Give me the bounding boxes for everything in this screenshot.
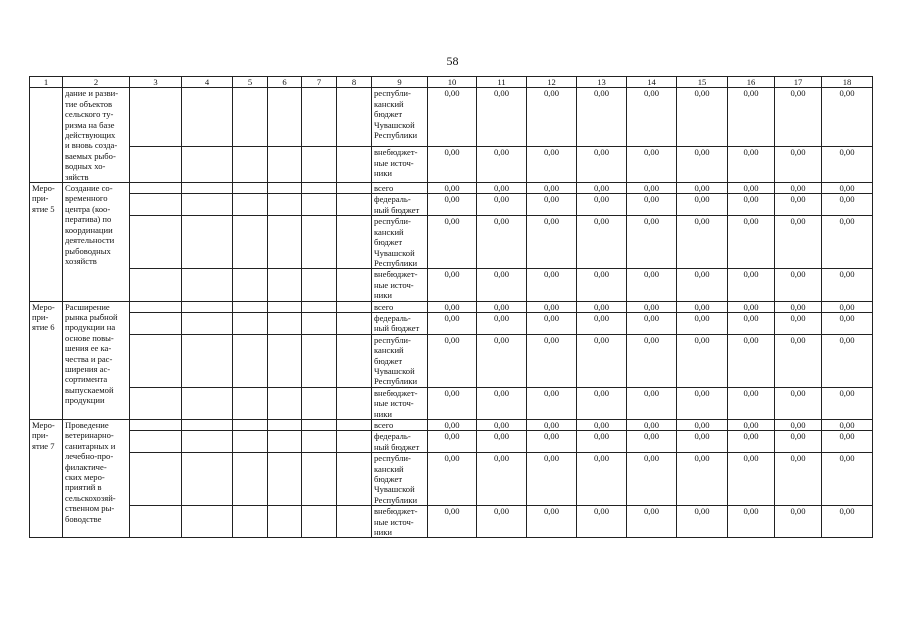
empty-cell xyxy=(182,269,233,301)
funding-source-cell: республи- канский бюджет Чувашской Республики xyxy=(372,216,428,269)
empty-cell xyxy=(233,88,268,147)
funding-source-cell: внебюджет- ные источ- ники xyxy=(372,387,428,419)
value-cell: 0,00 xyxy=(677,506,728,538)
empty-cell xyxy=(302,194,337,216)
value-cell: 0,00 xyxy=(627,506,677,538)
table-row xyxy=(30,183,873,194)
value-cell: 0,00 xyxy=(627,194,677,216)
measure-code-cell: Меро- при- ятие 7 xyxy=(30,420,63,538)
value-cell: 0,00 xyxy=(728,147,775,183)
funding-source-cell: федераль- ный бюджет xyxy=(372,312,428,334)
value-cell: 0,00 xyxy=(477,431,527,453)
empty-cell xyxy=(233,506,268,538)
empty-cell xyxy=(268,269,302,301)
empty-cell xyxy=(337,301,372,312)
header-cell: 6 xyxy=(268,77,302,88)
table-row xyxy=(30,269,873,301)
empty-cell xyxy=(337,147,372,183)
empty-cell xyxy=(302,506,337,538)
empty-cell xyxy=(130,88,182,147)
header-cell: 10 xyxy=(428,77,477,88)
value-cell: 0,00 xyxy=(775,387,822,419)
table-row xyxy=(30,387,873,419)
empty-cell xyxy=(130,453,182,506)
empty-cell xyxy=(337,312,372,334)
value-cell: 0,00 xyxy=(577,88,627,147)
value-cell: 0,00 xyxy=(822,387,873,419)
empty-cell xyxy=(268,183,302,194)
value-cell: 0,00 xyxy=(527,216,577,269)
value-cell: 0,00 xyxy=(477,387,527,419)
table-row xyxy=(30,301,873,312)
empty-cell xyxy=(268,420,302,431)
value-cell: 0,00 xyxy=(822,506,873,538)
empty-cell xyxy=(233,387,268,419)
value-cell: 0,00 xyxy=(428,334,477,387)
header-cell: 13 xyxy=(577,77,627,88)
empty-cell xyxy=(130,194,182,216)
empty-cell xyxy=(233,431,268,453)
value-cell: 0,00 xyxy=(677,269,728,301)
budget-table xyxy=(29,76,873,538)
empty-cell xyxy=(233,301,268,312)
empty-cell xyxy=(233,194,268,216)
value-cell: 0,00 xyxy=(822,183,873,194)
funding-source-cell: республи- канский бюджет Чувашской Республики xyxy=(372,334,428,387)
empty-cell xyxy=(268,216,302,269)
table-row xyxy=(30,147,873,183)
header-cell: 16 xyxy=(728,77,775,88)
value-cell: 0,00 xyxy=(627,312,677,334)
header-cell: 15 xyxy=(677,77,728,88)
value-cell: 0,00 xyxy=(527,334,577,387)
empty-cell xyxy=(302,269,337,301)
value-cell: 0,00 xyxy=(677,88,728,147)
funding-source-cell: внебюджет- ные источ- ники xyxy=(372,506,428,538)
value-cell: 0,00 xyxy=(428,216,477,269)
value-cell: 0,00 xyxy=(775,506,822,538)
table-row xyxy=(30,334,873,387)
value-cell: 0,00 xyxy=(627,183,677,194)
value-cell: 0,00 xyxy=(677,147,728,183)
value-cell: 0,00 xyxy=(677,312,728,334)
header-cell: 8 xyxy=(337,77,372,88)
empty-cell xyxy=(302,334,337,387)
empty-cell xyxy=(130,216,182,269)
funding-source-cell: внебюджет- ные источ- ники xyxy=(372,269,428,301)
value-cell: 0,00 xyxy=(677,334,728,387)
page-number: 58 xyxy=(446,54,459,68)
measure-name-cell: Расширение рынка рыбной продукции на основе повы- шения ее ка- чества и рас- ширения ас- сортимента выпускаемой продукции xyxy=(63,301,130,419)
empty-cell xyxy=(337,453,372,506)
value-cell: 0,00 xyxy=(577,147,627,183)
value-cell: 0,00 xyxy=(477,183,527,194)
value-cell: 0,00 xyxy=(428,453,477,506)
empty-cell xyxy=(268,387,302,419)
value-cell: 0,00 xyxy=(527,183,577,194)
value-cell: 0,00 xyxy=(477,453,527,506)
value-cell: 0,00 xyxy=(428,431,477,453)
value-cell: 0,00 xyxy=(627,147,677,183)
empty-cell xyxy=(182,334,233,387)
empty-cell xyxy=(268,147,302,183)
value-cell: 0,00 xyxy=(477,88,527,147)
empty-cell xyxy=(302,147,337,183)
value-cell: 0,00 xyxy=(728,269,775,301)
empty-cell xyxy=(182,387,233,419)
measure-name-cell: Создание со- временного центра (коо- ператива) по координации деятельности рыбоводных хозяйств xyxy=(63,183,130,301)
value-cell: 0,00 xyxy=(728,183,775,194)
empty-cell xyxy=(302,312,337,334)
empty-cell xyxy=(302,216,337,269)
header-cell: 11 xyxy=(477,77,527,88)
empty-cell xyxy=(302,420,337,431)
empty-cell xyxy=(130,431,182,453)
empty-cell xyxy=(182,301,233,312)
value-cell: 0,00 xyxy=(627,420,677,431)
funding-source-cell: внебюджет- ные источ- ники xyxy=(372,147,428,183)
empty-cell xyxy=(233,453,268,506)
value-cell: 0,00 xyxy=(677,194,728,216)
value-cell: 0,00 xyxy=(775,420,822,431)
value-cell: 0,00 xyxy=(527,312,577,334)
value-cell: 0,00 xyxy=(527,88,577,147)
empty-cell xyxy=(182,194,233,216)
value-cell: 0,00 xyxy=(527,506,577,538)
value-cell: 0,00 xyxy=(822,301,873,312)
value-cell: 0,00 xyxy=(477,216,527,269)
value-cell: 0,00 xyxy=(577,420,627,431)
table-row xyxy=(30,453,873,506)
value-cell: 0,00 xyxy=(577,431,627,453)
value-cell: 0,00 xyxy=(822,88,873,147)
table-row xyxy=(30,506,873,538)
empty-cell xyxy=(337,194,372,216)
empty-cell xyxy=(268,334,302,387)
empty-cell xyxy=(233,147,268,183)
empty-cell xyxy=(130,312,182,334)
value-cell: 0,00 xyxy=(728,431,775,453)
value-cell: 0,00 xyxy=(627,301,677,312)
value-cell: 0,00 xyxy=(477,312,527,334)
empty-cell xyxy=(337,431,372,453)
empty-cell xyxy=(268,453,302,506)
value-cell: 0,00 xyxy=(477,506,527,538)
measure-code-cell xyxy=(30,88,63,183)
measure-code-cell: Меро- при- ятие 5 xyxy=(30,183,63,301)
value-cell: 0,00 xyxy=(627,216,677,269)
empty-cell xyxy=(130,387,182,419)
empty-cell xyxy=(302,453,337,506)
value-cell: 0,00 xyxy=(527,453,577,506)
value-cell: 0,00 xyxy=(728,420,775,431)
empty-cell xyxy=(130,301,182,312)
table-row xyxy=(30,420,873,431)
table-row xyxy=(30,216,873,269)
value-cell: 0,00 xyxy=(775,301,822,312)
header-cell: 5 xyxy=(233,77,268,88)
value-cell: 0,00 xyxy=(428,420,477,431)
value-cell: 0,00 xyxy=(627,334,677,387)
empty-cell xyxy=(233,312,268,334)
empty-cell xyxy=(130,183,182,194)
empty-cell xyxy=(337,183,372,194)
empty-cell xyxy=(130,506,182,538)
header-cell: 3 xyxy=(130,77,182,88)
header-cell: 9 xyxy=(372,77,428,88)
value-cell: 0,00 xyxy=(775,183,822,194)
empty-cell xyxy=(337,506,372,538)
value-cell: 0,00 xyxy=(527,387,577,419)
header-row xyxy=(30,77,873,88)
empty-cell xyxy=(268,301,302,312)
empty-cell xyxy=(182,453,233,506)
table-row xyxy=(30,431,873,453)
empty-cell xyxy=(233,216,268,269)
value-cell: 0,00 xyxy=(728,88,775,147)
value-cell: 0,00 xyxy=(527,147,577,183)
value-cell: 0,00 xyxy=(677,387,728,419)
empty-cell xyxy=(233,334,268,387)
value-cell: 0,00 xyxy=(677,431,728,453)
empty-cell xyxy=(337,334,372,387)
value-cell: 0,00 xyxy=(577,301,627,312)
value-cell: 0,00 xyxy=(627,88,677,147)
value-cell: 0,00 xyxy=(428,269,477,301)
value-cell: 0,00 xyxy=(577,387,627,419)
value-cell: 0,00 xyxy=(577,194,627,216)
funding-source-cell: федераль- ный бюджет xyxy=(372,431,428,453)
value-cell: 0,00 xyxy=(728,334,775,387)
value-cell: 0,00 xyxy=(477,334,527,387)
empty-cell xyxy=(268,88,302,147)
value-cell: 0,00 xyxy=(527,269,577,301)
value-cell: 0,00 xyxy=(428,312,477,334)
value-cell: 0,00 xyxy=(577,269,627,301)
funding-source-cell: федераль- ный бюджет xyxy=(372,194,428,216)
value-cell: 0,00 xyxy=(477,147,527,183)
table-row xyxy=(30,88,873,147)
value-cell: 0,00 xyxy=(527,194,577,216)
value-cell: 0,00 xyxy=(428,387,477,419)
empty-cell xyxy=(268,312,302,334)
empty-cell xyxy=(268,194,302,216)
empty-cell xyxy=(302,301,337,312)
value-cell: 0,00 xyxy=(577,216,627,269)
value-cell: 0,00 xyxy=(677,183,728,194)
empty-cell xyxy=(130,334,182,387)
empty-cell xyxy=(302,387,337,419)
empty-cell xyxy=(130,420,182,431)
value-cell: 0,00 xyxy=(822,194,873,216)
empty-cell xyxy=(182,431,233,453)
value-cell: 0,00 xyxy=(775,147,822,183)
empty-cell xyxy=(268,431,302,453)
value-cell: 0,00 xyxy=(728,387,775,419)
empty-cell xyxy=(337,216,372,269)
empty-cell xyxy=(182,216,233,269)
value-cell: 0,00 xyxy=(477,420,527,431)
header-cell: 1 xyxy=(30,77,63,88)
empty-cell xyxy=(337,387,372,419)
empty-cell xyxy=(302,183,337,194)
empty-cell xyxy=(337,88,372,147)
empty-cell xyxy=(233,269,268,301)
empty-cell xyxy=(302,431,337,453)
value-cell: 0,00 xyxy=(775,453,822,506)
empty-cell xyxy=(268,506,302,538)
value-cell: 0,00 xyxy=(428,301,477,312)
value-cell: 0,00 xyxy=(577,312,627,334)
value-cell: 0,00 xyxy=(577,506,627,538)
value-cell: 0,00 xyxy=(677,420,728,431)
table-row xyxy=(30,194,873,216)
value-cell: 0,00 xyxy=(822,216,873,269)
empty-cell xyxy=(182,88,233,147)
empty-cell xyxy=(130,269,182,301)
empty-cell xyxy=(182,420,233,431)
value-cell: 0,00 xyxy=(677,453,728,506)
value-cell: 0,00 xyxy=(627,387,677,419)
header-cell: 14 xyxy=(627,77,677,88)
value-cell: 0,00 xyxy=(822,147,873,183)
value-cell: 0,00 xyxy=(728,506,775,538)
value-cell: 0,00 xyxy=(577,183,627,194)
value-cell: 0,00 xyxy=(527,420,577,431)
value-cell: 0,00 xyxy=(428,506,477,538)
measure-name-cell: Проведение ветеринарно- санитарных и лечебно-про- филактиче- ских меро- приятий в сельскохозяй- ственном ры- боводстве xyxy=(63,420,130,538)
funding-source-cell: всего xyxy=(372,301,428,312)
value-cell: 0,00 xyxy=(627,453,677,506)
empty-cell xyxy=(130,147,182,183)
measure-name-cell: дание и разви- тие объектов сельского ту- ризма на базе действующих и вновь созда- ваемых рыбо- водных хо- зяйств xyxy=(63,88,130,183)
value-cell: 0,00 xyxy=(775,216,822,269)
empty-cell xyxy=(337,269,372,301)
value-cell: 0,00 xyxy=(775,431,822,453)
value-cell: 0,00 xyxy=(577,334,627,387)
value-cell: 0,00 xyxy=(822,431,873,453)
empty-cell xyxy=(233,183,268,194)
value-cell: 0,00 xyxy=(775,334,822,387)
value-cell: 0,00 xyxy=(728,453,775,506)
value-cell: 0,00 xyxy=(428,194,477,216)
value-cell: 0,00 xyxy=(775,312,822,334)
header-cell: 7 xyxy=(302,77,337,88)
empty-cell xyxy=(302,88,337,147)
funding-source-cell: республи- канский бюджет Чувашской Республики xyxy=(372,88,428,147)
value-cell: 0,00 xyxy=(822,312,873,334)
value-cell: 0,00 xyxy=(477,301,527,312)
value-cell: 0,00 xyxy=(428,88,477,147)
measure-code-cell: Меро- при- ятие 6 xyxy=(30,301,63,419)
value-cell: 0,00 xyxy=(527,301,577,312)
value-cell: 0,00 xyxy=(728,194,775,216)
header-cell: 4 xyxy=(182,77,233,88)
empty-cell xyxy=(182,183,233,194)
empty-cell xyxy=(182,312,233,334)
empty-cell xyxy=(233,420,268,431)
value-cell: 0,00 xyxy=(822,420,873,431)
value-cell: 0,00 xyxy=(822,269,873,301)
value-cell: 0,00 xyxy=(477,269,527,301)
value-cell: 0,00 xyxy=(627,431,677,453)
empty-cell xyxy=(337,420,372,431)
value-cell: 0,00 xyxy=(428,183,477,194)
header-cell: 2 xyxy=(63,77,130,88)
value-cell: 0,00 xyxy=(728,216,775,269)
value-cell: 0,00 xyxy=(775,88,822,147)
value-cell: 0,00 xyxy=(728,312,775,334)
value-cell: 0,00 xyxy=(627,269,677,301)
funding-source-cell: всего xyxy=(372,420,428,431)
header-cell: 17 xyxy=(775,77,822,88)
empty-cell xyxy=(182,506,233,538)
value-cell: 0,00 xyxy=(728,301,775,312)
value-cell: 0,00 xyxy=(822,334,873,387)
header-cell: 18 xyxy=(822,77,873,88)
value-cell: 0,00 xyxy=(477,194,527,216)
value-cell: 0,00 xyxy=(775,194,822,216)
value-cell: 0,00 xyxy=(822,453,873,506)
funding-source-cell: республи- канский бюджет Чувашской Республики xyxy=(372,453,428,506)
empty-cell xyxy=(182,147,233,183)
funding-source-cell: всего xyxy=(372,183,428,194)
value-cell: 0,00 xyxy=(677,301,728,312)
table-row xyxy=(30,312,873,334)
header-cell: 12 xyxy=(527,77,577,88)
value-cell: 0,00 xyxy=(775,269,822,301)
value-cell: 0,00 xyxy=(428,147,477,183)
value-cell: 0,00 xyxy=(677,216,728,269)
value-cell: 0,00 xyxy=(577,453,627,506)
value-cell: 0,00 xyxy=(527,431,577,453)
